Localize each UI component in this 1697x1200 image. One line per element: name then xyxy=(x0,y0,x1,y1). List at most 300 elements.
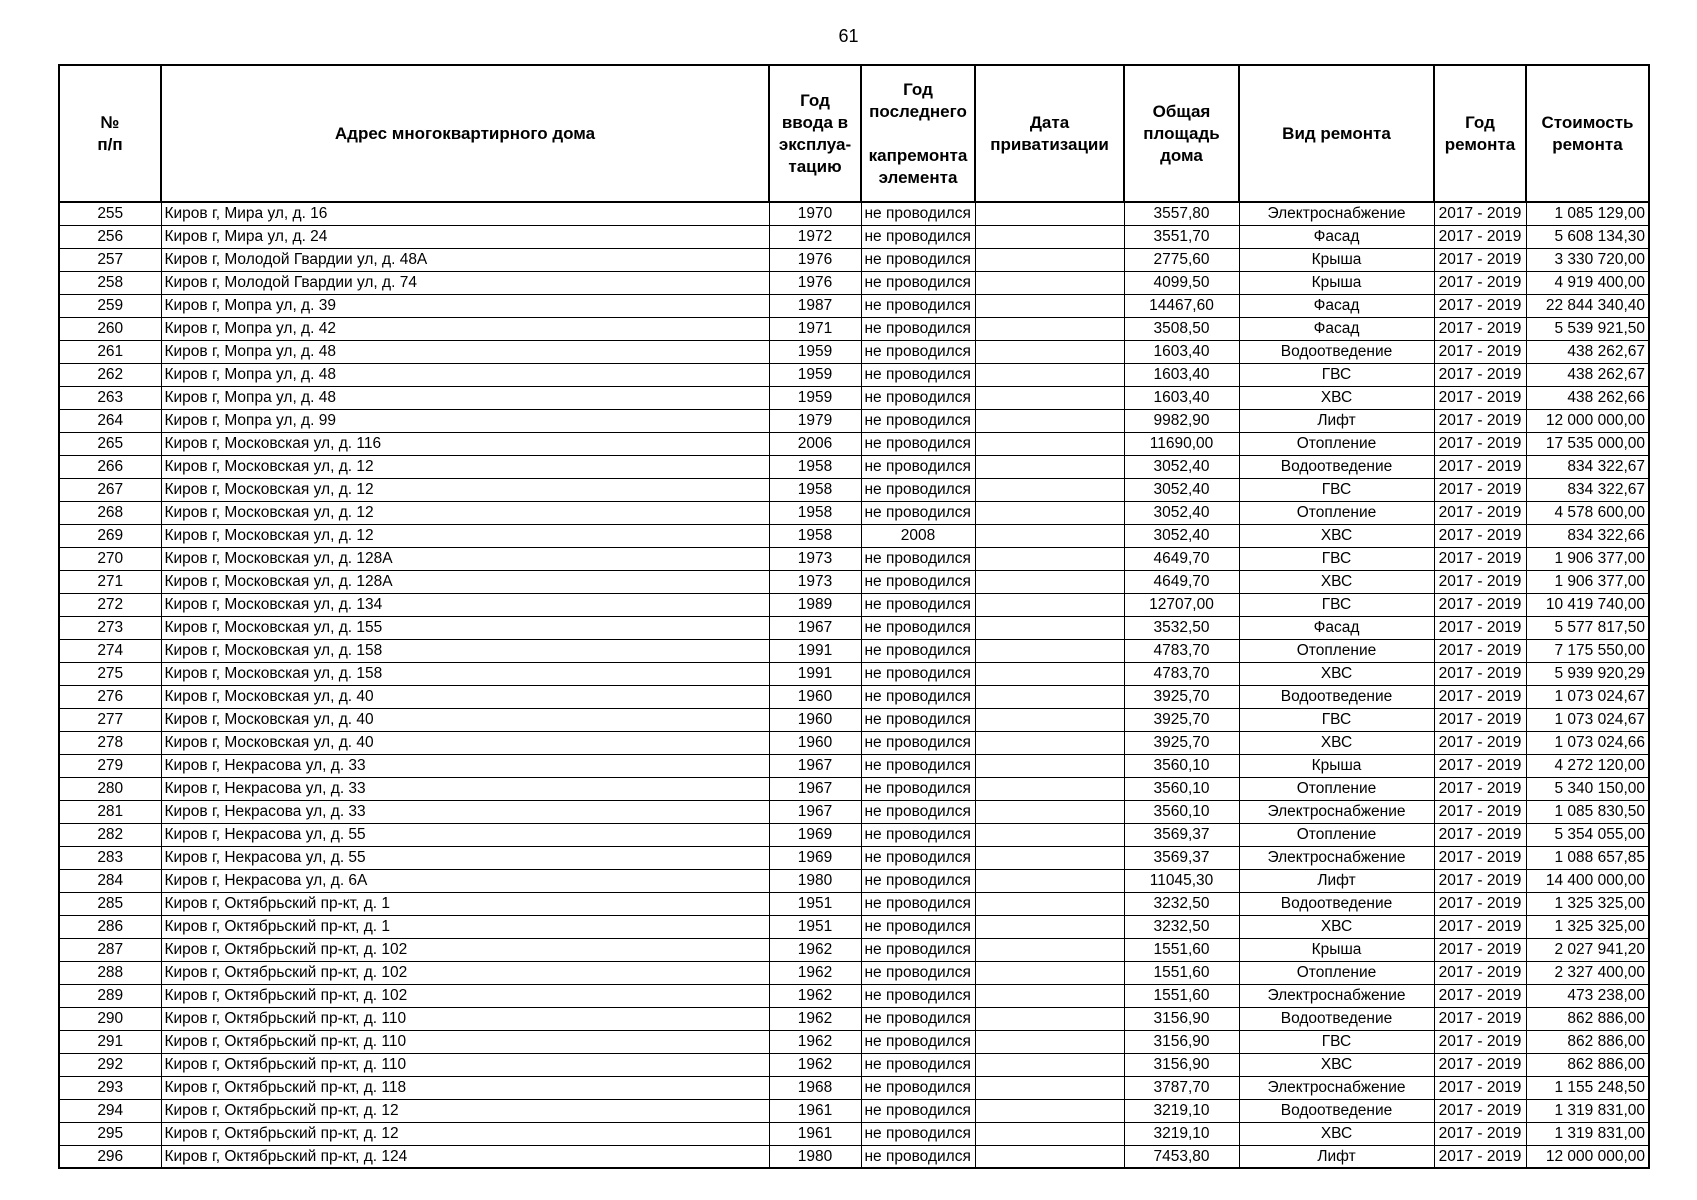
cell-year-commissioned: 1989 xyxy=(769,593,861,616)
cell-repair-type: Водоотведение xyxy=(1239,892,1434,915)
cell-year-commissioned: 1967 xyxy=(769,777,861,800)
cell-repair-type: Водоотведение xyxy=(1239,1099,1434,1122)
header-line: Вид ремонта xyxy=(1282,123,1391,143)
cell-address: Киров г, Октябрьский пр-кт, д. 1 xyxy=(161,892,769,915)
cell-area: 3508,50 xyxy=(1124,317,1239,340)
table-row xyxy=(59,961,1649,984)
cell-repair-type: ХВС xyxy=(1239,915,1434,938)
cell-last-repair: не проводился xyxy=(861,961,975,984)
cell-address: Киров г, Московская ул, д. 12 xyxy=(161,524,769,547)
cell-repair-type: Отопление xyxy=(1239,639,1434,662)
cell-address: Киров г, Московская ул, д. 155 xyxy=(161,616,769,639)
header-privatization xyxy=(975,65,1124,202)
table-row xyxy=(59,524,1649,547)
header-line: ввода в xyxy=(781,112,849,132)
cell-area: 4783,70 xyxy=(1124,662,1239,685)
cell-repair-type: Электроснабжение xyxy=(1239,202,1434,225)
cell-year-commissioned: 1958 xyxy=(769,478,861,501)
cell-last-repair: не проводился xyxy=(861,1076,975,1099)
header-line: № xyxy=(100,112,120,132)
cell-repair-year: 2017 - 2019 xyxy=(1434,869,1526,892)
cell-address: Киров г, Некрасова ул, д. 33 xyxy=(161,777,769,800)
cell-cost: 1 085 830,50 xyxy=(1526,800,1649,823)
cell-repair-year: 2017 - 2019 xyxy=(1434,961,1526,984)
table-row xyxy=(59,938,1649,961)
table-row xyxy=(59,1122,1649,1145)
cell-area: 3156,90 xyxy=(1124,1030,1239,1053)
cell-area: 1551,60 xyxy=(1124,961,1239,984)
cell-address: Киров г, Мопра ул, д. 48 xyxy=(161,386,769,409)
cell-cost: 4 578 600,00 xyxy=(1526,501,1649,524)
cell-num: 272 xyxy=(59,593,161,616)
cell-num: 257 xyxy=(59,248,161,271)
cell-repair-type: Лифт xyxy=(1239,869,1434,892)
cell-privatization xyxy=(975,501,1124,524)
table-row xyxy=(59,639,1649,662)
cell-num: 268 xyxy=(59,501,161,524)
cell-address: Киров г, Октябрьский пр-кт, д. 102 xyxy=(161,984,769,1007)
table-row xyxy=(59,225,1649,248)
cell-address: Киров г, Октябрьский пр-кт, д. 124 xyxy=(161,1145,769,1168)
cell-privatization xyxy=(975,777,1124,800)
cell-address: Киров г, Московская ул, д. 40 xyxy=(161,685,769,708)
cell-area: 11690,00 xyxy=(1124,432,1239,455)
cell-cost: 1 073 024,67 xyxy=(1526,708,1649,731)
cell-last-repair: 2008 xyxy=(861,524,975,547)
cell-cost: 438 262,67 xyxy=(1526,363,1649,386)
cell-num: 269 xyxy=(59,524,161,547)
cell-privatization xyxy=(975,1030,1124,1053)
cell-address: Киров г, Октябрьский пр-кт, д. 110 xyxy=(161,1007,769,1030)
cell-repair-year: 2017 - 2019 xyxy=(1434,478,1526,501)
cell-repair-type: Отопление xyxy=(1239,777,1434,800)
cell-privatization xyxy=(975,800,1124,823)
cell-address: Киров г, Мопра ул, д. 48 xyxy=(161,363,769,386)
table-row xyxy=(59,202,1649,225)
cell-last-repair: не проводился xyxy=(861,685,975,708)
cell-cost: 862 886,00 xyxy=(1526,1053,1649,1076)
table-row xyxy=(59,662,1649,685)
table-row xyxy=(59,271,1649,294)
cell-repair-year: 2017 - 2019 xyxy=(1434,915,1526,938)
header-line: ремонта xyxy=(1444,134,1516,154)
cell-year-commissioned: 1960 xyxy=(769,685,861,708)
cell-privatization xyxy=(975,869,1124,892)
cell-num: 276 xyxy=(59,685,161,708)
cell-address: Киров г, Октябрьский пр-кт, д. 12 xyxy=(161,1122,769,1145)
cell-year-commissioned: 1958 xyxy=(769,524,861,547)
cell-repair-year: 2017 - 2019 xyxy=(1434,340,1526,363)
cell-year-commissioned: 1962 xyxy=(769,1007,861,1030)
cell-repair-type: Фасад xyxy=(1239,225,1434,248)
table-row xyxy=(59,248,1649,271)
cell-address: Киров г, Московская ул, д. 12 xyxy=(161,478,769,501)
cell-area: 7453,80 xyxy=(1124,1145,1239,1168)
page-number: 61 xyxy=(838,26,859,46)
table-row xyxy=(59,478,1649,501)
cell-num: 273 xyxy=(59,616,161,639)
header-line: последнего xyxy=(869,101,967,121)
cell-cost: 1 085 129,00 xyxy=(1526,202,1649,225)
table-row xyxy=(59,1030,1649,1053)
table-row xyxy=(59,708,1649,731)
cell-area: 1603,40 xyxy=(1124,340,1239,363)
cell-last-repair: не проводился xyxy=(861,202,975,225)
cell-cost: 1 073 024,67 xyxy=(1526,685,1649,708)
cell-cost: 5 577 817,50 xyxy=(1526,616,1649,639)
cell-num: 277 xyxy=(59,708,161,731)
cell-repair-type: Крыша xyxy=(1239,754,1434,777)
cell-last-repair: не проводился xyxy=(861,363,975,386)
cell-address: Киров г, Октябрьский пр-кт, д. 102 xyxy=(161,938,769,961)
cell-privatization xyxy=(975,271,1124,294)
cell-last-repair: не проводился xyxy=(861,455,975,478)
cell-last-repair: не проводился xyxy=(861,570,975,593)
table-row xyxy=(59,731,1649,754)
cell-address: Киров г, Некрасова ул, д. 33 xyxy=(161,754,769,777)
table-row xyxy=(59,547,1649,570)
cell-year-commissioned: 1973 xyxy=(769,570,861,593)
cell-cost: 2 027 941,20 xyxy=(1526,938,1649,961)
cell-last-repair: не проводился xyxy=(861,616,975,639)
cell-num: 275 xyxy=(59,662,161,685)
cell-repair-type: Лифт xyxy=(1239,1145,1434,1168)
cell-cost: 12 000 000,00 xyxy=(1526,1145,1649,1168)
cell-area: 9982,90 xyxy=(1124,409,1239,432)
cell-cost: 1 319 831,00 xyxy=(1526,1122,1649,1145)
cell-repair-year: 2017 - 2019 xyxy=(1434,1053,1526,1076)
cell-repair-year: 2017 - 2019 xyxy=(1434,202,1526,225)
cell-area: 4783,70 xyxy=(1124,639,1239,662)
cell-area: 4649,70 xyxy=(1124,547,1239,570)
cell-privatization xyxy=(975,1122,1124,1145)
cell-last-repair: не проводился xyxy=(861,409,975,432)
cell-privatization xyxy=(975,570,1124,593)
table-row xyxy=(59,294,1649,317)
cell-privatization xyxy=(975,685,1124,708)
table-row xyxy=(59,409,1649,432)
cell-repair-type: ХВС xyxy=(1239,731,1434,754)
cell-repair-year: 2017 - 2019 xyxy=(1434,386,1526,409)
cell-year-commissioned: 1991 xyxy=(769,662,861,685)
header-line: Год xyxy=(800,90,830,110)
cell-cost: 12 000 000,00 xyxy=(1526,409,1649,432)
cell-num: 262 xyxy=(59,363,161,386)
cell-num: 255 xyxy=(59,202,161,225)
cell-privatization xyxy=(975,731,1124,754)
cell-cost: 5 340 150,00 xyxy=(1526,777,1649,800)
cell-area: 3569,37 xyxy=(1124,846,1239,869)
cell-address: Киров г, Некрасова ул, д. 6А xyxy=(161,869,769,892)
cell-repair-year: 2017 - 2019 xyxy=(1434,685,1526,708)
cell-last-repair: не проводился xyxy=(861,501,975,524)
cell-num: 266 xyxy=(59,455,161,478)
header-area xyxy=(1124,65,1239,202)
cell-area: 3560,10 xyxy=(1124,800,1239,823)
cell-area: 3787,70 xyxy=(1124,1076,1239,1099)
table-row xyxy=(59,1076,1649,1099)
cell-cost: 22 844 340,40 xyxy=(1526,294,1649,317)
cell-year-commissioned: 1958 xyxy=(769,501,861,524)
cell-repair-year: 2017 - 2019 xyxy=(1434,363,1526,386)
cell-last-repair: не проводился xyxy=(861,386,975,409)
cell-area: 3551,70 xyxy=(1124,225,1239,248)
cell-privatization xyxy=(975,593,1124,616)
cell-repair-year: 2017 - 2019 xyxy=(1434,846,1526,869)
cell-last-repair: не проводился xyxy=(861,1122,975,1145)
cell-repair-type: Отопление xyxy=(1239,823,1434,846)
cell-privatization xyxy=(975,938,1124,961)
cell-repair-type: Отопление xyxy=(1239,961,1434,984)
cell-last-repair: не проводился xyxy=(861,800,975,823)
table-row xyxy=(59,1007,1649,1030)
table-row xyxy=(59,593,1649,616)
header-line: Год xyxy=(903,79,933,99)
cell-area: 3569,37 xyxy=(1124,823,1239,846)
cell-address: Киров г, Московская ул, д. 40 xyxy=(161,708,769,731)
cell-area: 3156,90 xyxy=(1124,1053,1239,1076)
header-line: тацию xyxy=(788,156,842,176)
cell-privatization xyxy=(975,547,1124,570)
cell-area: 1603,40 xyxy=(1124,386,1239,409)
cell-address: Киров г, Октябрьский пр-кт, д. 102 xyxy=(161,961,769,984)
cell-repair-year: 2017 - 2019 xyxy=(1434,823,1526,846)
cell-last-repair: не проводился xyxy=(861,248,975,271)
cell-num: 278 xyxy=(59,731,161,754)
cell-last-repair: не проводился xyxy=(861,1030,975,1053)
cell-area: 3219,10 xyxy=(1124,1122,1239,1145)
cell-address: Киров г, Октябрьский пр-кт, д. 118 xyxy=(161,1076,769,1099)
cell-privatization xyxy=(975,524,1124,547)
cell-year-commissioned: 1972 xyxy=(769,225,861,248)
table-header xyxy=(59,65,1649,202)
cell-year-commissioned: 1962 xyxy=(769,984,861,1007)
cell-privatization xyxy=(975,225,1124,248)
cell-repair-type: Крыша xyxy=(1239,271,1434,294)
cell-year-commissioned: 1967 xyxy=(769,800,861,823)
cell-cost: 862 886,00 xyxy=(1526,1030,1649,1053)
cell-last-repair: не проводился xyxy=(861,984,975,1007)
cell-repair-year: 2017 - 2019 xyxy=(1434,593,1526,616)
cell-area: 1551,60 xyxy=(1124,984,1239,1007)
cell-address: Киров г, Молодой Гвардии ул, д. 74 xyxy=(161,271,769,294)
cell-repair-year: 2017 - 2019 xyxy=(1434,1099,1526,1122)
cell-repair-type: Крыша xyxy=(1239,248,1434,271)
cell-repair-year: 2017 - 2019 xyxy=(1434,800,1526,823)
cell-num: 280 xyxy=(59,777,161,800)
cell-address: Киров г, Некрасова ул, д. 33 xyxy=(161,800,769,823)
cell-num: 284 xyxy=(59,869,161,892)
cell-last-repair: не проводился xyxy=(861,777,975,800)
cell-cost: 7 175 550,00 xyxy=(1526,639,1649,662)
cell-year-commissioned: 1980 xyxy=(769,1145,861,1168)
cell-repair-type: Электроснабжение xyxy=(1239,984,1434,1007)
header-line: п/п xyxy=(97,134,123,154)
cell-privatization xyxy=(975,708,1124,731)
cell-last-repair: не проводился xyxy=(861,478,975,501)
cell-year-commissioned: 1976 xyxy=(769,248,861,271)
cell-cost: 5 608 134,30 xyxy=(1526,225,1649,248)
header-line: капремонта xyxy=(868,145,968,165)
cell-repair-type: Лифт xyxy=(1239,409,1434,432)
cell-last-repair: не проводился xyxy=(861,271,975,294)
cell-last-repair: не проводился xyxy=(861,432,975,455)
cell-repair-type: Электроснабжение xyxy=(1239,1076,1434,1099)
cell-repair-year: 2017 - 2019 xyxy=(1434,1122,1526,1145)
cell-address: Киров г, Московская ул, д. 158 xyxy=(161,639,769,662)
cell-address: Киров г, Некрасова ул, д. 55 xyxy=(161,846,769,869)
header-line: Дата xyxy=(1029,112,1070,132)
cell-last-repair: не проводился xyxy=(861,547,975,570)
table-row xyxy=(59,846,1649,869)
cell-repair-year: 2017 - 2019 xyxy=(1434,524,1526,547)
header-line: Год xyxy=(1465,112,1495,132)
cell-cost: 473 238,00 xyxy=(1526,984,1649,1007)
cell-repair-type: ГВС xyxy=(1239,547,1434,570)
cell-year-commissioned: 1960 xyxy=(769,731,861,754)
cell-repair-year: 2017 - 2019 xyxy=(1434,317,1526,340)
header-line: дома xyxy=(1160,145,1203,165)
header-last-repair xyxy=(861,65,975,202)
cell-num: 294 xyxy=(59,1099,161,1122)
cell-privatization xyxy=(975,340,1124,363)
table-row xyxy=(59,432,1649,455)
cell-num: 287 xyxy=(59,938,161,961)
cell-privatization xyxy=(975,892,1124,915)
cell-year-commissioned: 1979 xyxy=(769,409,861,432)
cell-num: 259 xyxy=(59,294,161,317)
cell-privatization xyxy=(975,662,1124,685)
cell-repair-type: Крыша xyxy=(1239,938,1434,961)
cell-privatization xyxy=(975,294,1124,317)
cell-cost: 14 400 000,00 xyxy=(1526,869,1649,892)
cell-year-commissioned: 1959 xyxy=(769,363,861,386)
cell-area: 3232,50 xyxy=(1124,915,1239,938)
cell-year-commissioned: 1958 xyxy=(769,455,861,478)
cell-year-commissioned: 1961 xyxy=(769,1099,861,1122)
table-row xyxy=(59,317,1649,340)
header-num xyxy=(59,65,161,202)
cell-cost: 3 330 720,00 xyxy=(1526,248,1649,271)
cell-address: Киров г, Октябрьский пр-кт, д. 12 xyxy=(161,1099,769,1122)
cell-cost: 5 354 055,00 xyxy=(1526,823,1649,846)
table-row xyxy=(59,800,1649,823)
cell-cost: 5 939 920,29 xyxy=(1526,662,1649,685)
cell-last-repair: не проводился xyxy=(861,892,975,915)
cell-last-repair: не проводился xyxy=(861,731,975,754)
cell-repair-year: 2017 - 2019 xyxy=(1434,777,1526,800)
cell-cost: 1 319 831,00 xyxy=(1526,1099,1649,1122)
cell-year-commissioned: 1967 xyxy=(769,754,861,777)
cell-repair-year: 2017 - 2019 xyxy=(1434,294,1526,317)
cell-area: 3560,10 xyxy=(1124,754,1239,777)
cell-repair-year: 2017 - 2019 xyxy=(1434,271,1526,294)
header-line xyxy=(865,123,971,145)
cell-num: 295 xyxy=(59,1122,161,1145)
table-row xyxy=(59,1053,1649,1076)
cell-year-commissioned: 1951 xyxy=(769,892,861,915)
cell-repair-type: Фасад xyxy=(1239,294,1434,317)
cell-last-repair: не проводился xyxy=(861,1145,975,1168)
cell-cost: 4 272 120,00 xyxy=(1526,754,1649,777)
cell-repair-type: ХВС xyxy=(1239,524,1434,547)
cell-privatization xyxy=(975,1099,1124,1122)
table-row xyxy=(59,984,1649,1007)
cell-privatization xyxy=(975,961,1124,984)
cell-num: 285 xyxy=(59,892,161,915)
cell-privatization xyxy=(975,248,1124,271)
cell-num: 289 xyxy=(59,984,161,1007)
cell-repair-type: ХВС xyxy=(1239,662,1434,685)
cell-area: 4099,50 xyxy=(1124,271,1239,294)
cell-cost: 438 262,66 xyxy=(1526,386,1649,409)
cell-address: Киров г, Московская ул, д. 12 xyxy=(161,455,769,478)
cell-repair-type: Электроснабжение xyxy=(1239,846,1434,869)
cell-num: 274 xyxy=(59,639,161,662)
cell-area: 3557,80 xyxy=(1124,202,1239,225)
cell-privatization xyxy=(975,1076,1124,1099)
cell-address: Киров г, Октябрьский пр-кт, д. 110 xyxy=(161,1053,769,1076)
table-row xyxy=(59,616,1649,639)
cell-privatization xyxy=(975,432,1124,455)
cell-address: Киров г, Московская ул, д. 40 xyxy=(161,731,769,754)
cell-cost: 1 325 325,00 xyxy=(1526,915,1649,938)
cell-repair-type: ХВС xyxy=(1239,386,1434,409)
cell-privatization xyxy=(975,455,1124,478)
cell-year-commissioned: 1962 xyxy=(769,961,861,984)
cell-year-commissioned: 1959 xyxy=(769,340,861,363)
cell-repair-type: ХВС xyxy=(1239,1122,1434,1145)
cell-cost: 1 155 248,50 xyxy=(1526,1076,1649,1099)
cell-area: 3156,90 xyxy=(1124,1007,1239,1030)
cell-address: Киров г, Московская ул, д. 116 xyxy=(161,432,769,455)
table-row xyxy=(59,823,1649,846)
cell-year-commissioned: 1962 xyxy=(769,1053,861,1076)
table-row xyxy=(59,386,1649,409)
cell-repair-year: 2017 - 2019 xyxy=(1434,616,1526,639)
cell-area: 12707,00 xyxy=(1124,593,1239,616)
cell-repair-year: 2017 - 2019 xyxy=(1434,547,1526,570)
cell-cost: 1 906 377,00 xyxy=(1526,570,1649,593)
table-row xyxy=(59,340,1649,363)
cell-year-commissioned: 1970 xyxy=(769,202,861,225)
cell-num: 292 xyxy=(59,1053,161,1076)
cell-repair-type: Отопление xyxy=(1239,501,1434,524)
cell-num: 258 xyxy=(59,271,161,294)
cell-repair-type: Электроснабжение xyxy=(1239,800,1434,823)
cell-year-commissioned: 1960 xyxy=(769,708,861,731)
cell-repair-year: 2017 - 2019 xyxy=(1434,984,1526,1007)
cell-year-commissioned: 1969 xyxy=(769,823,861,846)
cell-privatization xyxy=(975,202,1124,225)
cell-num: 267 xyxy=(59,478,161,501)
cell-num: 256 xyxy=(59,225,161,248)
cell-repair-year: 2017 - 2019 xyxy=(1434,1076,1526,1099)
cell-area: 3925,70 xyxy=(1124,731,1239,754)
cell-num: 271 xyxy=(59,570,161,593)
cell-cost: 834 322,67 xyxy=(1526,478,1649,501)
cell-repair-type: ГВС xyxy=(1239,708,1434,731)
cell-cost: 862 886,00 xyxy=(1526,1007,1649,1030)
cell-repair-year: 2017 - 2019 xyxy=(1434,662,1526,685)
cell-cost: 1 906 377,00 xyxy=(1526,547,1649,570)
cell-year-commissioned: 1959 xyxy=(769,386,861,409)
cell-cost: 5 539 921,50 xyxy=(1526,317,1649,340)
cell-address: Киров г, Московская ул, д. 12 xyxy=(161,501,769,524)
cell-last-repair: не проводился xyxy=(861,340,975,363)
cell-address: Киров г, Октябрьский пр-кт, д. 110 xyxy=(161,1030,769,1053)
table-row xyxy=(59,685,1649,708)
